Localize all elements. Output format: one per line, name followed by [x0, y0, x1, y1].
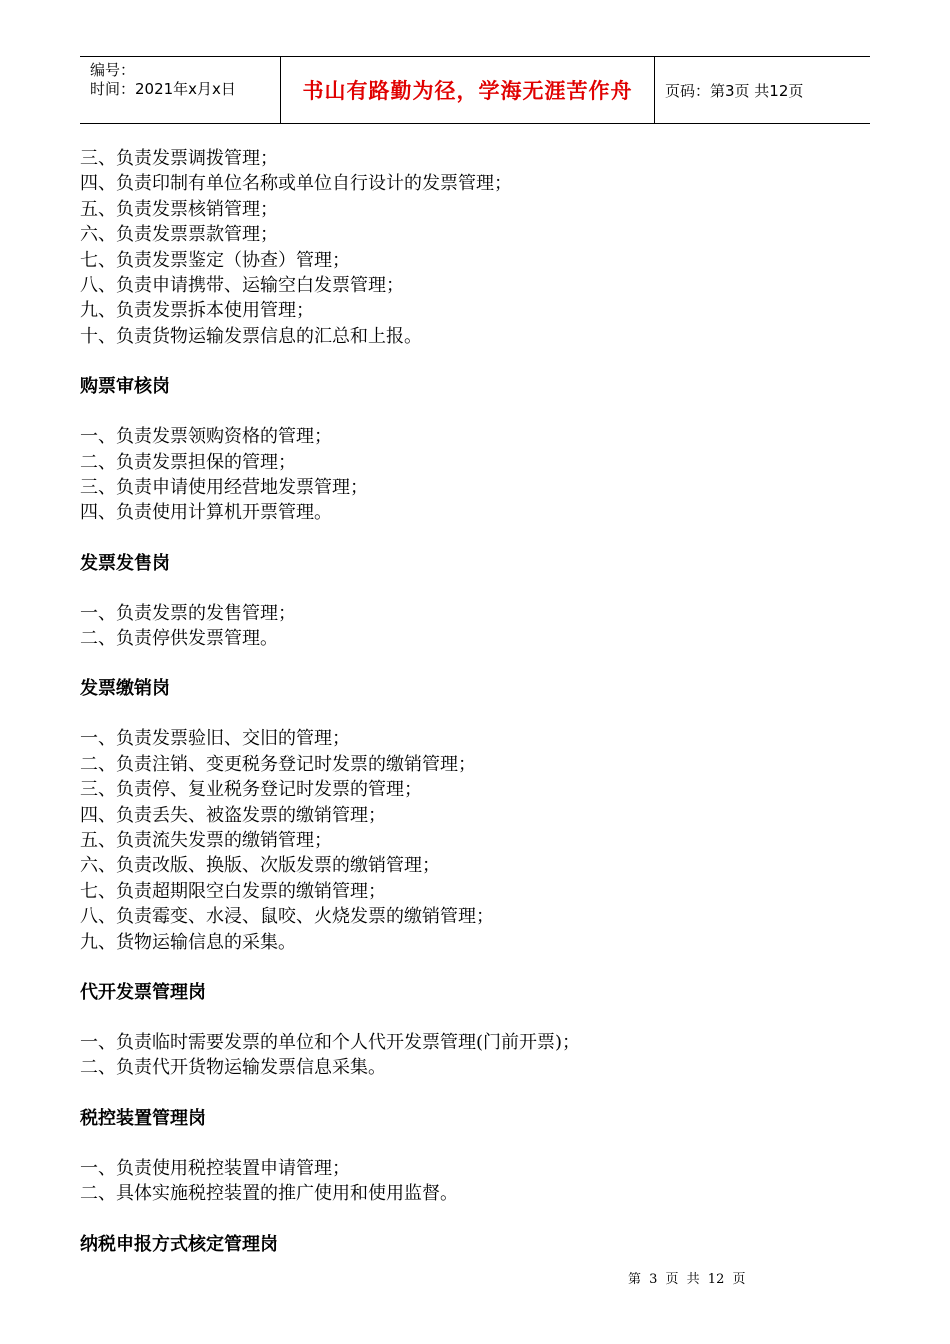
section-heading: 购票审核岗 [80, 376, 170, 398]
list-item: 二、负责注销、变更税务登记时发票的缴销管理； [80, 753, 476, 775]
document-time-label: 时间：2021年x月x日 [90, 80, 236, 98]
page-header [80, 56, 870, 124]
document-number-label: 编号： [90, 61, 136, 79]
list-item: 二、负责代开货物运输发票信息采集。 [80, 1057, 386, 1079]
list-item: 七、负责发票鉴定（协查）管理； [80, 249, 350, 271]
list-item: 一、负责使用税控装置申请管理； [80, 1157, 350, 1179]
list-item: 一、负责发票验旧、交旧的管理； [80, 728, 350, 750]
list-item: 三、负责申请使用经营地发票管理； [80, 476, 368, 498]
list-item: 四、负责丢失、被盗发票的缴销管理； [80, 804, 386, 826]
list-item: 一、负责发票的发售管理； [80, 602, 296, 624]
page-footer: 第 3 页 共 12 页 [628, 1272, 746, 1287]
header-motto: 书山有路勤为径，学海无涯苦作舟 [280, 57, 655, 123]
section-heading: 税控装置管理岗 [80, 1107, 206, 1129]
list-item: 四、负责使用计算机开票管理。 [80, 502, 332, 524]
list-item: 十、负责货物运输发票信息的汇总和上报。 [80, 325, 422, 347]
list-item: 一、负责临时需要发票的单位和个人代开发票管理(门前开票)； [80, 1031, 581, 1053]
list-item: 八、负责霉变、水浸、鼠咬、火烧发票的缴销管理； [80, 906, 494, 928]
list-item: 五、负责流失发票的缴销管理； [80, 830, 332, 852]
list-item: 七、负责超期限空白发票的缴销管理； [80, 880, 386, 902]
list-item: 九、负责发票拆本使用管理； [80, 300, 314, 322]
list-item: 三、负责停、复业税务登记时发票的管理； [80, 779, 422, 801]
list-item: 四、负责印制有单位名称或单位自行设计的发票管理； [80, 173, 512, 195]
list-item: 五、负责发票核销管理； [80, 198, 278, 220]
section-heading: 代开发票管理岗 [80, 981, 206, 1003]
section-heading: 发票缴销岗 [80, 678, 170, 700]
header-page-info: 页码：第3页 共12页 [665, 81, 804, 100]
header-meta [80, 57, 280, 123]
list-item: 九、货物运输信息的采集。 [80, 931, 296, 953]
section-heading: 发票发售岗 [80, 552, 170, 574]
list-item: 一、负责发票领购资格的管理； [80, 426, 332, 448]
document-body [80, 146, 870, 1282]
list-item: 二、负责发票担保的管理； [80, 451, 296, 473]
list-item: 六、负责发票票款管理； [80, 224, 278, 246]
list-item: 六、负责改版、换版、次版发票的缴销管理； [80, 855, 440, 877]
list-item: 二、负责停供发票管理。 [80, 628, 278, 650]
list-item: 二、具体实施税控装置的推广使用和使用监督。 [80, 1183, 458, 1205]
section-heading: 纳税申报方式核定管理岗 [80, 1233, 278, 1255]
list-item: 八、负责申请携带、运输空白发票管理； [80, 274, 404, 296]
list-item: 三、负责发票调拨管理； [80, 148, 278, 169]
